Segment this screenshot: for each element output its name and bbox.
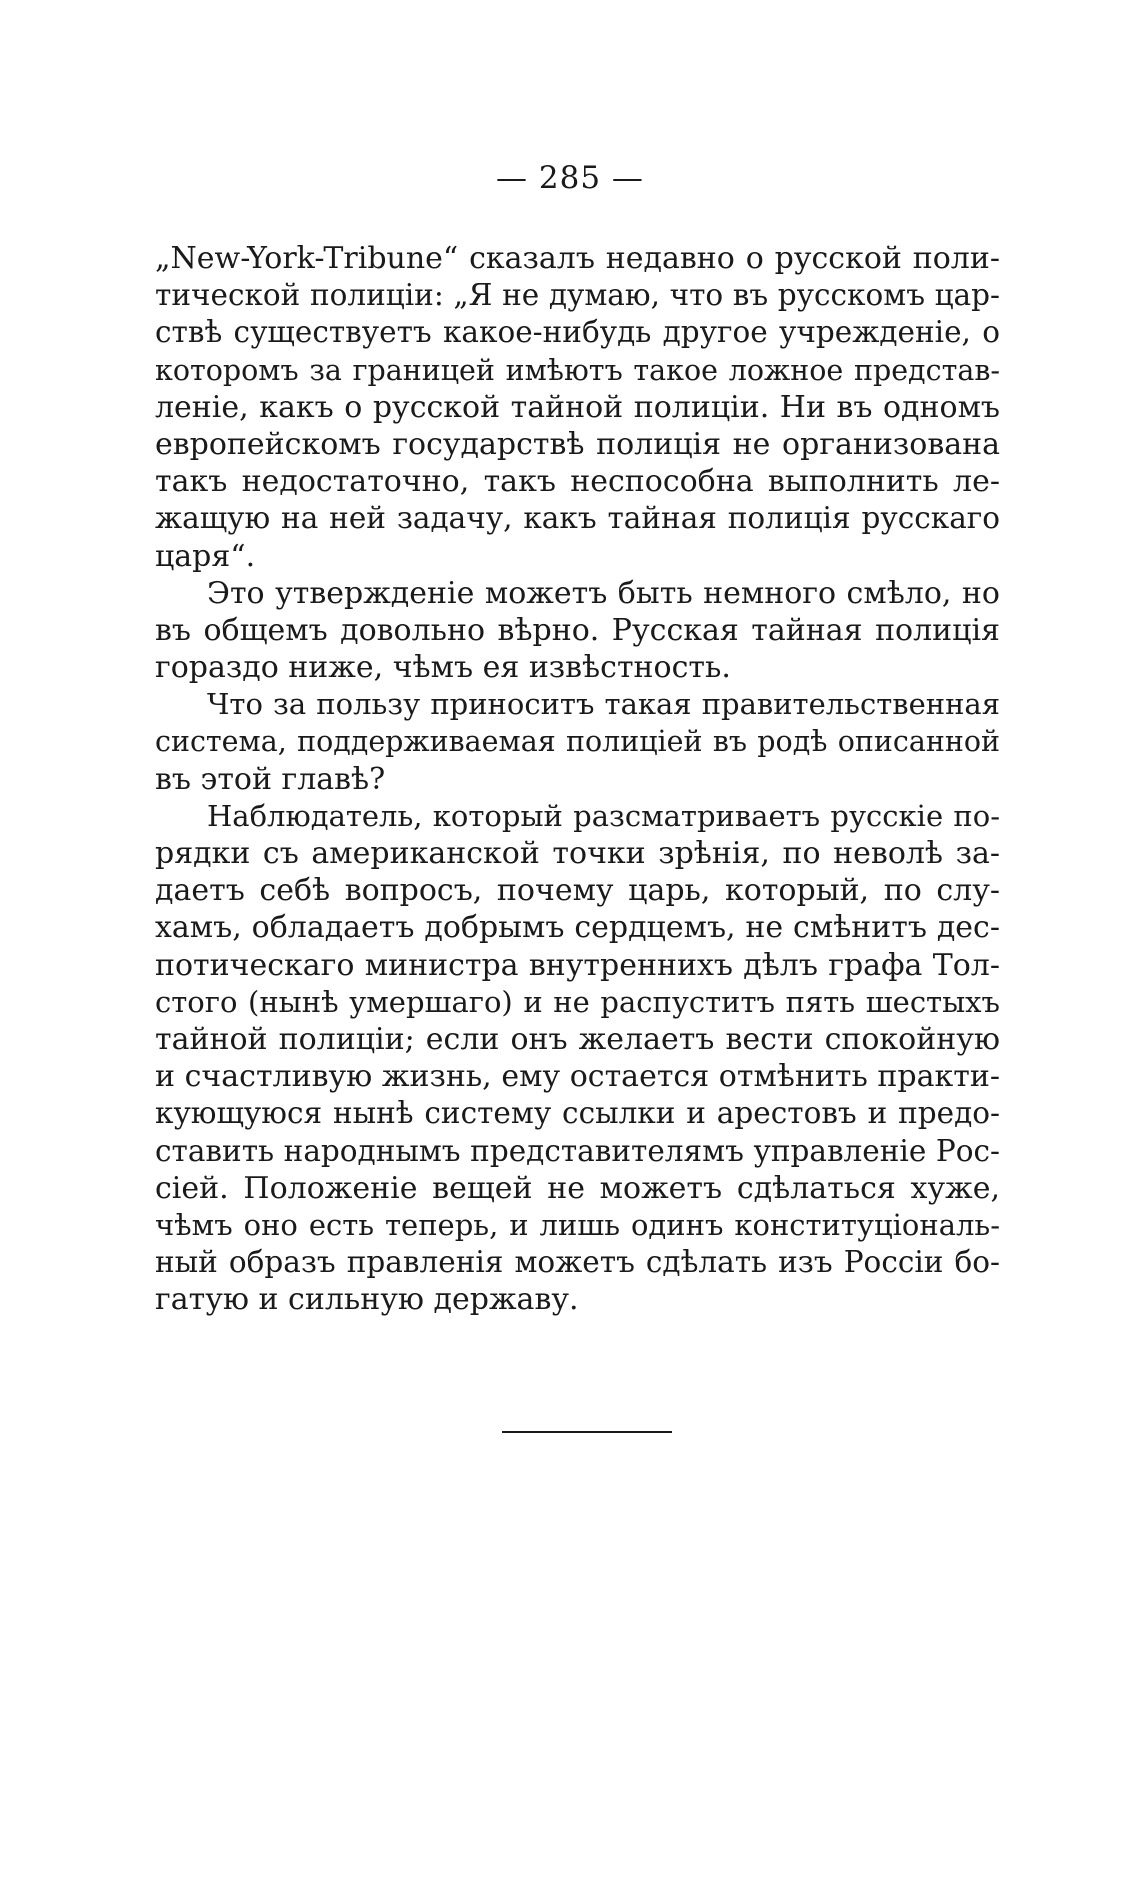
text-line: тической полиціи: „Я не думаю, что въ русскомъ цар- (155, 278, 1000, 313)
end-rule (502, 1431, 672, 1433)
paragraph-start-line: Это утвержденіе можетъ быть немного смѣло, но (207, 575, 1000, 611)
text-line: тайной полиціи; если онъ желаетъ вести спокойную (155, 1021, 1000, 1057)
text-line: въ этой главѣ? (155, 761, 386, 797)
text-line: „New-York-Tribune“ сказалъ недавно о русской поли- (155, 241, 1000, 276)
text-line: гатую и сильную державу. (155, 1282, 579, 1318)
text-line: хамъ, обладаетъ добрымъ сердцемъ, не смѣнитъ дес- (155, 910, 1000, 946)
text-line: въ общемъ довольно вѣрно. Русская тайная полиція (155, 612, 1000, 648)
page-number: — 285 — (496, 160, 644, 196)
text-line: кующуюся нынѣ систему ссылки и арестовъ и предо- (155, 1096, 1000, 1131)
text-line: жащую на ней задачу, какъ тайная полиція русскаго (155, 501, 1000, 536)
text-line: такъ недостаточно, такъ неспособна выполнить ле- (155, 464, 1000, 500)
text-line: ствѣ существуетъ какое-нибудь другое учрежденіе, о (155, 315, 1000, 350)
text-line: сіей. Положеніе вещей не можетъ сдѣлаться хуже, (155, 1170, 1000, 1206)
text-line: даетъ себѣ вопросъ, почему царь, который, по слу- (155, 873, 1000, 909)
text-line: которомъ за границей имѣютъ такое ложное представ- (155, 353, 1000, 387)
text-line: и счастливую жизнь, ему остается отмѣнить практи- (155, 1059, 1000, 1095)
paragraph-start-line: Наблюдатель, который разсматриваетъ русскіе по- (207, 798, 1000, 833)
paragraph-start-line: Что за пользу приноситъ такая правительственная (207, 687, 1000, 722)
text-line: ставить народнымъ представителямъ управленіе Рос- (155, 1133, 1000, 1168)
text-line: стого (нынѣ умершаго) и не распуститъ пять шестыхъ (155, 984, 1000, 1019)
text-line: потическаго министра внутреннихъ дѣлъ графа Тол- (155, 947, 1000, 983)
text-line: европейскомъ государствѣ полиція не организована (155, 426, 1000, 462)
text-line: чѣмъ оно есть теперь, и лишь одинъ конституціональ- (155, 1207, 1000, 1242)
body-text (155, 240, 1000, 1318)
text-line: ный образъ правленія можетъ сдѣлать изъ Россіи бо- (155, 1245, 1000, 1280)
text-line: царя“. (155, 538, 256, 574)
text-line: рядки съ американской точки зрѣнія, по неволѣ за- (155, 836, 1000, 871)
text-line: система, поддерживаемая полиціей въ родѣ описанной (155, 725, 1000, 759)
text-line: гораздо ниже, чѣмъ ея извѣстность. (155, 650, 731, 686)
text-line: леніе, какъ о русской тайной полиціи. Ни въ одномъ (155, 389, 1000, 425)
